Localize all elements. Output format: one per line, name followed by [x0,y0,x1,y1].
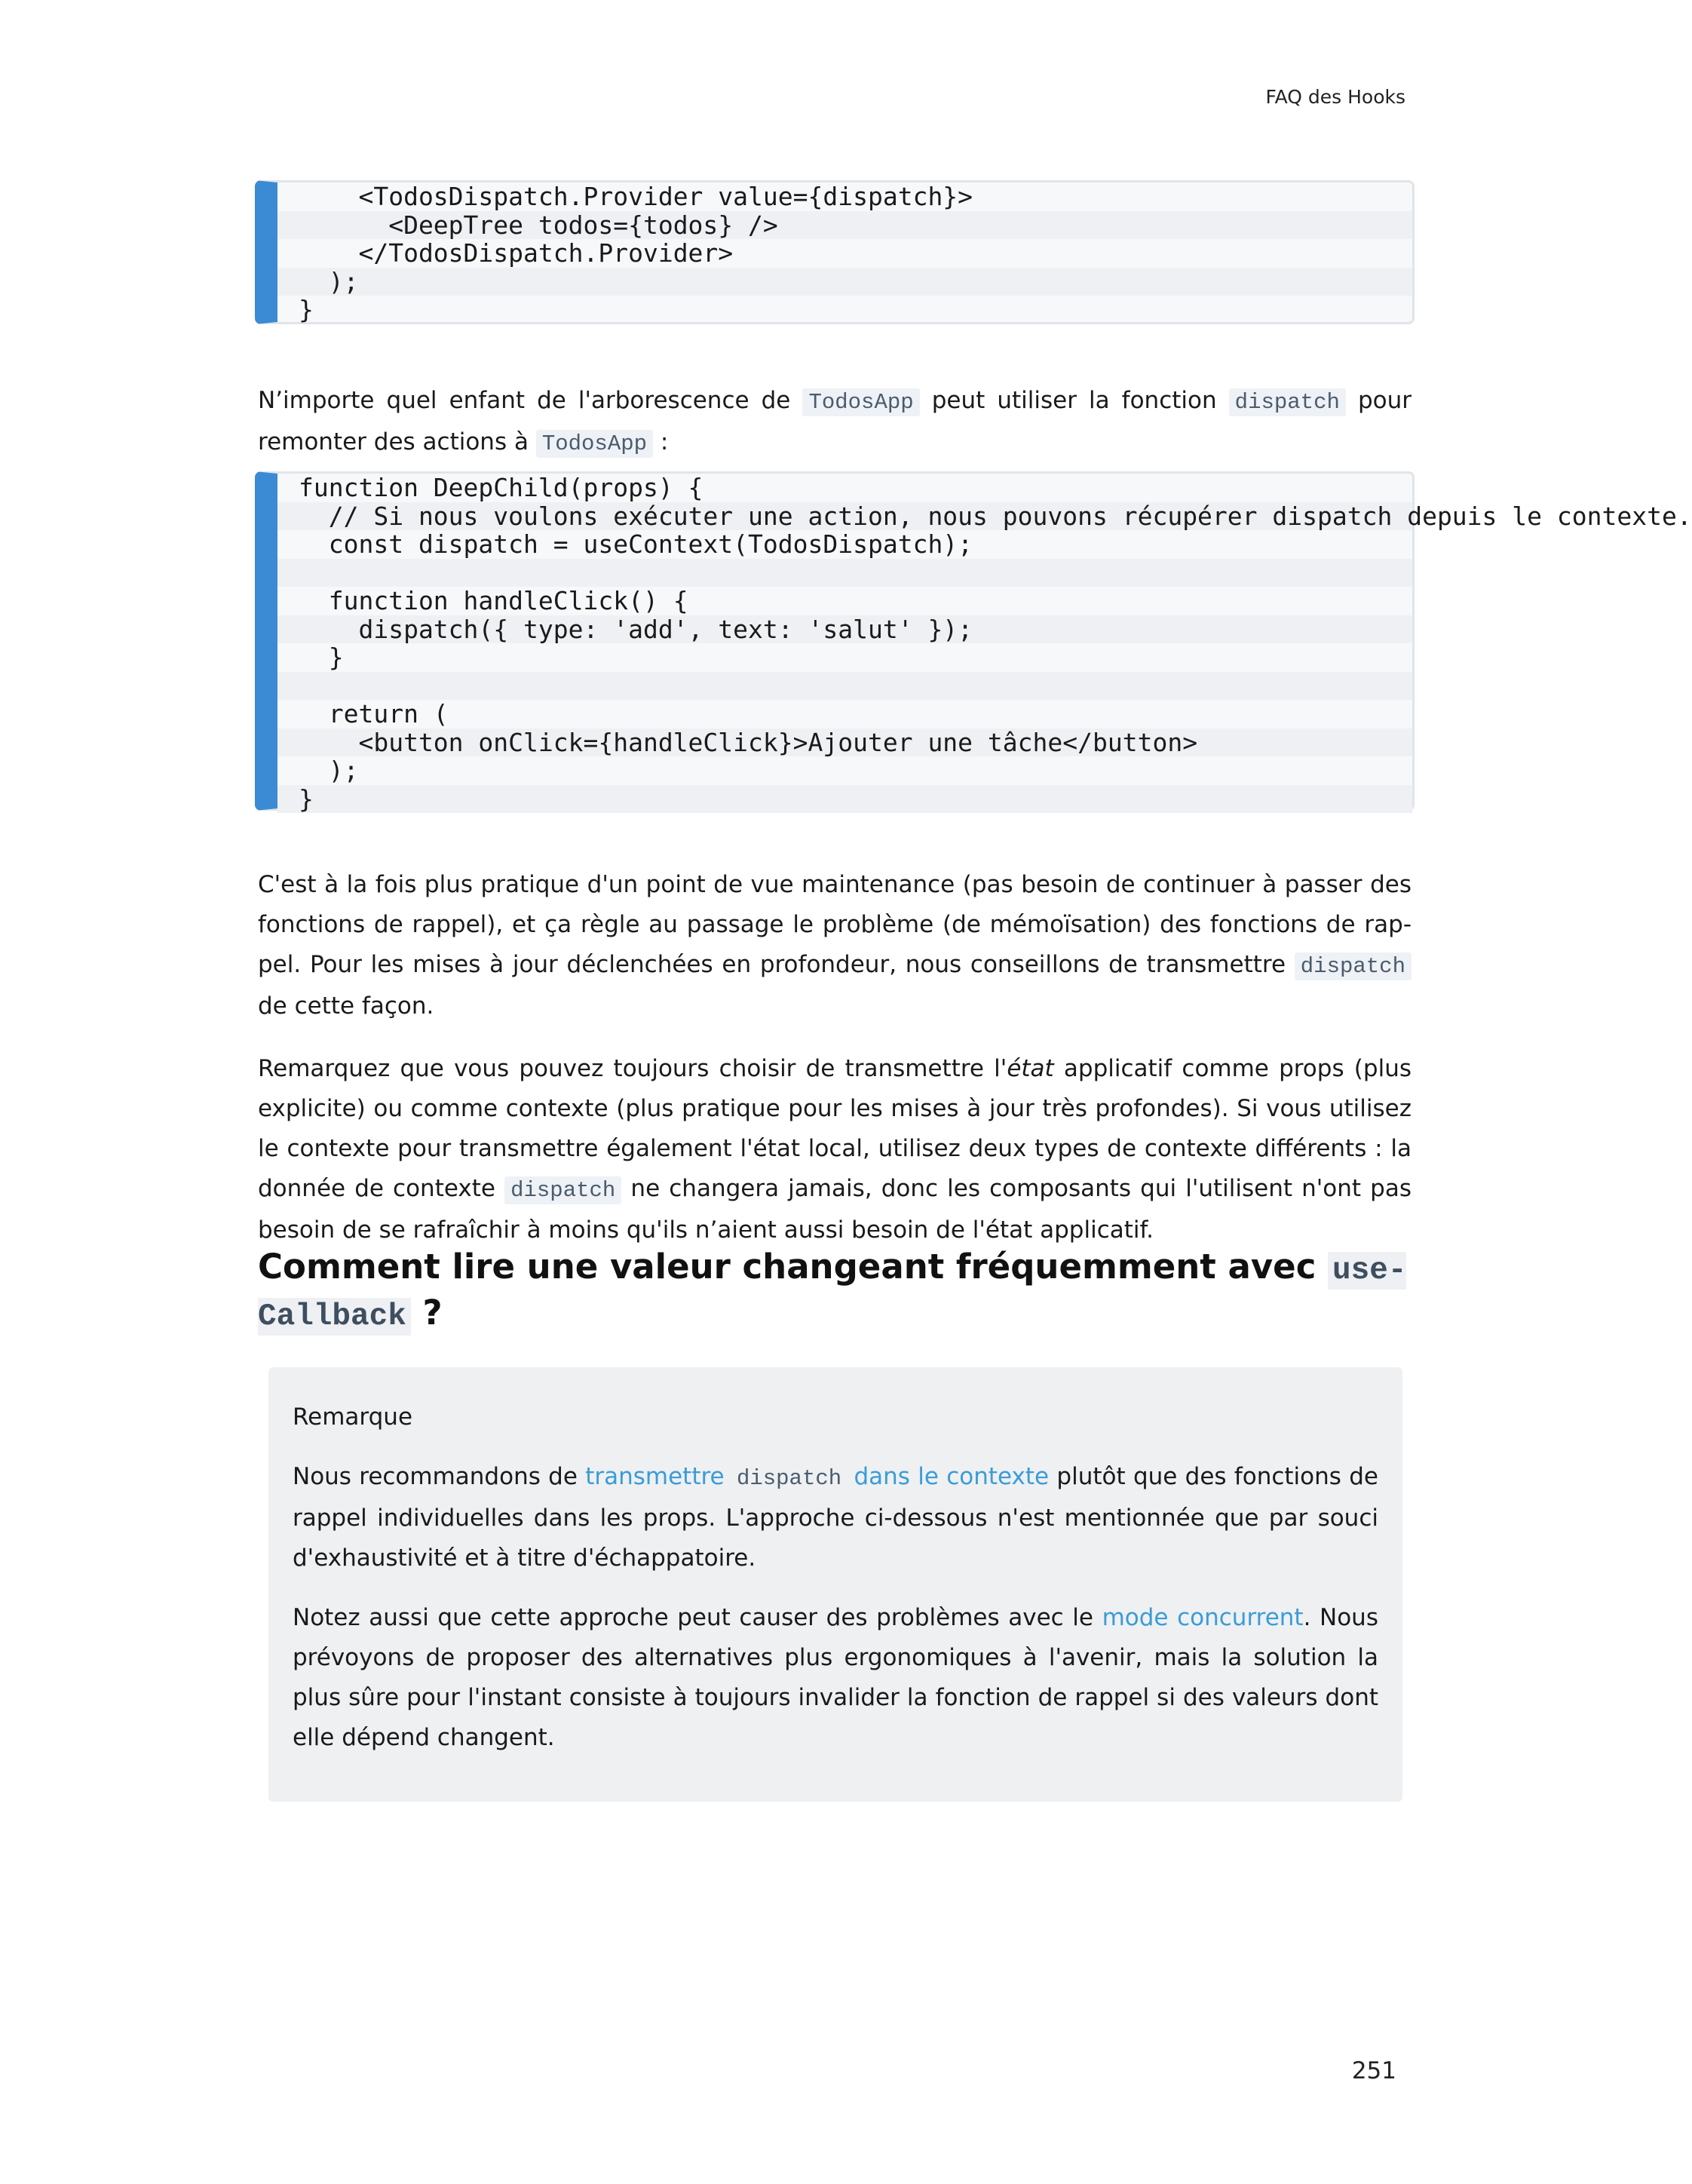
code-line [277,672,1412,701]
heading-inline-code: useCallback [258,1253,1407,1334]
code-line: ); [299,756,359,785]
note-title: Remarque [293,1403,413,1431]
paragraph-text: C'est à la fois plus pratique d'un point de vue maintenance (pas besoin de continuer à passer des fonctions de rappel), et ça règle au passage le problème (de mémoïsation) des fonctions de rappel. Pour les mises à jour déclenchées en profondeur, nous conseillons de transmettre [258,871,1412,978]
note-text: Notez aussi que cette approche peut causer des problèmes avec le [293,1604,1102,1631]
code-line: function DeepChild(props) { [299,473,703,502]
paragraph-text: peut utiliser la fonction [919,387,1229,414]
code-line: ); [277,268,1412,296]
paragraph-text: N’importe quel enfant de l'arborescence de [258,387,803,414]
note-text: plutôt que des fonctions de rappel individuelles dans les props. L'approche ci-dessous n'est mentionnée que par souci d'exhaustivité et à titre d'échappatoire. [293,1463,1378,1572]
inline-code: dispatch [1295,952,1412,980]
paragraph-text: : [653,428,669,456]
code-line: // Si nous voulons exécuter une action, nous pouvons récupérer dispatch depuis le contexte. [277,502,1412,531]
paragraph-text: Remarquez que vous pouvez toujours choisir de transmettre l' [258,1055,1007,1082]
link-mode-concurrent[interactable]: mode concurrent [1102,1604,1304,1631]
code-line: <TodosDispatch.Provider value={dispatch}> [299,182,973,211]
section-heading [258,1246,1412,1338]
code-line: </TodosDispatch.Provider> [299,238,734,268]
note-box [268,1367,1402,1802]
code-line [277,559,1412,587]
emphasis: état [1007,1055,1054,1082]
note-paragraph [293,1457,1378,1578]
inline-code[interactable]: dispatch [736,1466,842,1491]
link-transmettre[interactable]: transmettre [585,1463,725,1490]
code-line: <DeepTree todos={todos} /> [277,211,1412,240]
code-line: } [299,295,314,324]
code-line: const dispatch = useContext(TodosDispatch); [299,529,973,559]
code-line: function handleClick() { [299,586,688,615]
running-head: FAQ des Hooks [1265,86,1405,108]
code-line: <button onClick={handleClick}>Ajouter une tâche</button> [277,729,1412,757]
inline-code: dispatch [1229,388,1346,416]
paragraph-maintenance [258,865,1412,1026]
heading-text: ? [410,1293,443,1333]
paragraph-text: de cette façon. [258,992,434,1020]
inline-code: TodosApp [536,430,653,458]
inline-code: dispatch [504,1176,621,1204]
code-line: } [299,643,344,672]
page-number: 251 [1351,2057,1396,2084]
inline-code: TodosApp [802,388,919,416]
link-dans-le-contexte[interactable]: dans le contexte [854,1463,1050,1490]
code-line: dispatch({ type: 'add', text: 'salut' }); [277,615,1412,644]
note-paragraph [293,1598,1378,1758]
note-text: . Nous prévoyons de proposer des alternatives plus ergonomiques à l'avenir, mais la solution la plus sûre pour l'instant consiste à toujours invalider la fonction de rappel si des valeurs dont elle dépend changent. [293,1604,1378,1751]
paragraph-text: applicatif comme props (plus explicite) ou comme contexte (plus pratique pour les mises à jour très profondes). Si vous utilisez le contexte pour transmettre également l'état local, utilisez deux types de contexte différents : la donnée de contexte [258,1055,1412,1202]
paragraph-dispatch-usage [258,381,1412,464]
heading-text: Comment lire une valeur changeant fréquemment avec [258,1247,1329,1287]
note-text: Nous recommandons de [293,1463,586,1490]
code-block-provider [255,180,1415,324]
code-block-deep-child [255,471,1692,814]
code-line: } [277,785,1412,814]
paragraph-text: pour remonter des actions à [258,387,1412,456]
paragraph-text: ne changera jamais, donc les composants qui l'utilisent n'ont pas besoin de se rafraîchir à moins qu'ils n’aient aussi besoin de l'état applicatif. [258,1175,1412,1244]
code-line: return ( [299,699,449,729]
paragraph-state-context [258,1049,1412,1250]
